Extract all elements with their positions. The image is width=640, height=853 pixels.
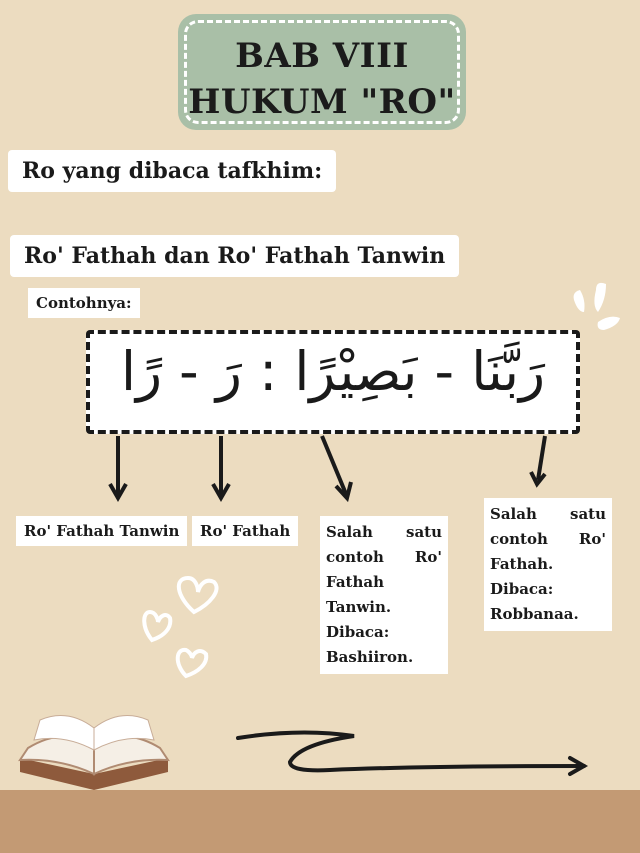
desc-row <box>490 502 606 527</box>
section-subheading: Ro' Fathah dan Ro' Fathah Tanwin <box>10 235 459 277</box>
desc-word: Salah <box>326 523 373 541</box>
desc-line: Dibaca: <box>490 580 554 598</box>
desc-word: contoh <box>326 548 384 566</box>
desc-line: Fathah. <box>490 555 554 573</box>
desc-word: satu <box>570 505 606 523</box>
desc-line: Bashiiron. <box>326 648 414 666</box>
desc-line: Fathah <box>326 573 385 591</box>
label-fathah-tanwin: Ro' Fathah Tanwin <box>16 516 187 546</box>
example-label: Contohnya: <box>28 288 140 318</box>
label-fathah: Ro' Fathah <box>192 516 298 546</box>
title-line-2: HUKUM "RO" <box>188 82 456 122</box>
title-line-1: BAB VIII <box>235 36 409 76</box>
desc-word: Salah <box>490 505 537 523</box>
arabic-example-text: رَبَّنَا - بَصِيْرًا : رَ - رًا <box>120 340 546 403</box>
hearts-icon <box>144 578 216 676</box>
title-banner <box>178 14 466 130</box>
squiggle-arrow-icon <box>238 732 584 774</box>
desc-bashiiron <box>320 516 448 674</box>
arabic-example-box <box>86 330 580 434</box>
splash-icon <box>574 283 620 330</box>
desc-row <box>326 545 442 570</box>
desc-robbanaa <box>484 498 612 631</box>
desc-line: Dibaca: <box>326 623 390 641</box>
desc-line: Robbanaa. <box>490 605 579 623</box>
desc-word: satu <box>406 523 442 541</box>
desc-word: Ro' <box>578 530 606 548</box>
desc-row <box>326 520 442 545</box>
floor-strip <box>0 790 640 853</box>
section-heading: Ro yang dibaca tafkhim: <box>8 150 336 192</box>
pointer-arrows <box>110 436 545 498</box>
desc-word: contoh <box>490 530 548 548</box>
desc-word: Ro' <box>414 548 442 566</box>
desc-row <box>490 527 606 552</box>
desc-line: Tanwin. <box>326 598 392 616</box>
